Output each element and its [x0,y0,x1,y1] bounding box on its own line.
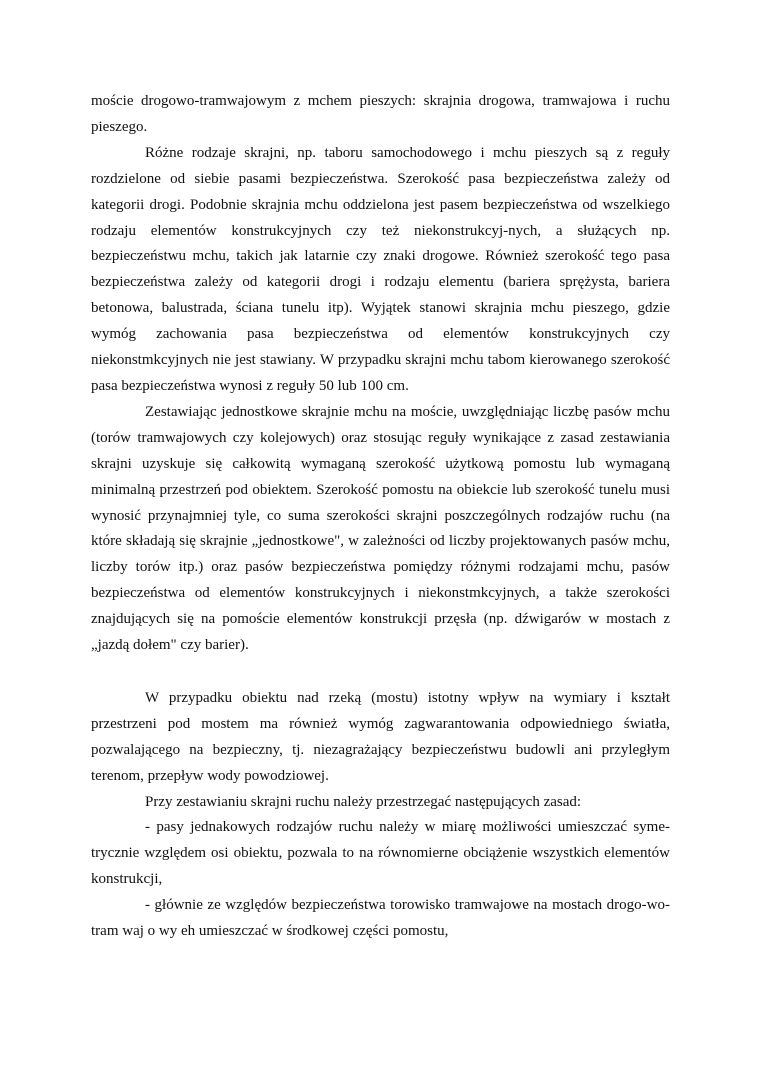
paragraph-deck-width: Zestawiając jednostkowe skrajnie mchu na moście, uwzględniając liczbę pasów mchu (torów tramwajowych czy kolejowych) oraz stosując reguły wynikające z zasad zestawiania skrajni uzyskuje się całkowitą wymaganą szerokość użytkową pomostu lub wymaganą minimalną przestrzeń pod obiektem. Szerokość pomostu na obiekcie lub szerokość tunelu musi wynosić przynajmniej tyle, co suma szerokości skrajni poszczególnych rodzajów ruchu (na które składają się skrajnie „jednostkowe", w zależności od liczby projektowanych pasów mchu, liczby torów itp.) oraz pasów bezpieczeństwa pomiędzy różnymi rodzajami mchu, pasów bezpieczeństwa od elementów konstrukcyjnych i niekonstmkcyjnych, a także szerokości znajdujących się na pomoście elementów konstrukcji przęsła (np. dźwigarów w mostach z „jazdą dołem" czy barier). [91,403,670,654]
paragraph-safety-lanes: Różne rodzaje skrajni, np. taboru samochodowego i mchu pieszych są z reguły rozdzielone od siebie pasami bezpieczeństwa. Szerokość pasa bezpieczeństwa zależy od kategorii drogi. Podobnie skrajnia mchu oddzielona jest pasem bezpieczeństwa od wszelkiego rodzaju elementów konstrukcyjnych czy też niekonstrukcyj-nych, a służących np. bezpieczeństwu mchu, takich jak latarnie czy znaki drogowe. Również szerokość tego pasa bezpieczeństwa zależy od kategorii drogi i rodzaju elementu (bariera sprężysta, bariera betonowa, balustrada, ściana tunelu itp). Wyjątek stanowi skrajnia mchu pieszego, gdzie wymóg zachowania pasa bezpieczeństwa od elementów konstrukcyjnych czy niekonstmkcyjnych nie jest stawiany. W przypadku skrajni mchu tabom kierowanego szerokość pasa bezpieczeństwa wynosi z reguły 50 lub 100 cm. [91,144,670,394]
list-item-symmetric-lanes: - pasy jednakowych rodzajów ruchu należy w miarę możliwości umieszczać syme-trycznie względem osi obiektu, pozwala to na równomierne obciążenie wszystkich elementów konstrukcji, [91,819,670,888]
paragraph-rules-intro: Przy zestawianiu skrajni ruchu należy przestrzegać następujących zasad: [145,793,582,810]
document-page [91,89,670,945]
list-item-tram-track: - głównie ze względów bezpieczeństwa torowisko tramwajowe na mostach drogo-wo-tram waj o wy eh umieszczać w środkowej części pomostu, [91,897,670,940]
paragraph-continuation: moście drogowo-tramwajowym z mchem pieszych: skrajnia drogowa, tramwajowa i ruchu pieszego. [91,93,670,135]
paragraph-river-bridge: W przypadku obiektu nad rzeką (mostu) istotny wpływ na wymiary i kształt przestrzeni pod mostem ma również wymóg zagwarantowania odpowiedniego światła, pozwalającego na bezpieczny, tj. niezagrażający bezpieczeństwu budowli ani przyległym terenom, przepływ wody powodziowej. [91,689,670,784]
